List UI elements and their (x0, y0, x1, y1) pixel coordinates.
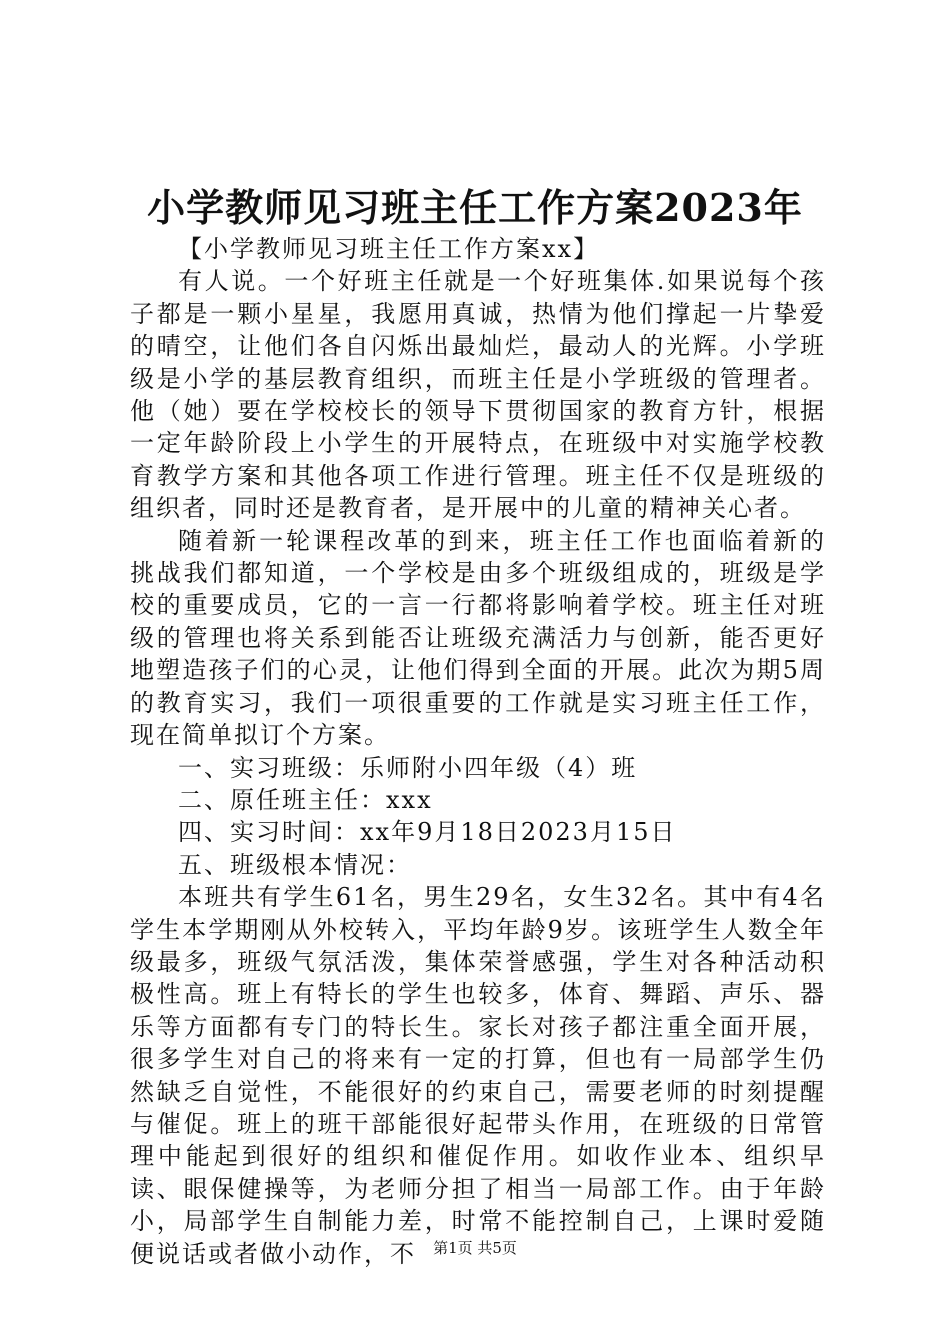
section-class: 一、实习班级：乐师附小四年级（4）班 (178, 753, 638, 782)
subtitle-paragraph: 【小学教师见习班主任工作方案xx】 (178, 235, 600, 263)
section-class-basics: 五、班级根本情况： (178, 850, 412, 879)
document-title: 小学教师见习班主任工作方案2023年 (147, 185, 803, 230)
section-original-teacher: 二、原任班主任：xxx (178, 785, 433, 814)
page-number: 第1页 共5页 (433, 1239, 517, 1257)
document-body (130, 233, 826, 1270)
background-paragraph: 随着新一轮课程改革的到来，班主任工作也面临着新的挑战我们都知道，一个学校是由多个班级组成的，班级是学校的重要成员，它的一言一行都将影响着学校。班主任对班级的管理也将关系到能否让班级充满活力与创新，能否更好地塑造孩子们的心灵，让他们得到全面的开展。此次为期5周的教育实习，我们一项很重要的工作就是实习班主任工作，现在简单拟订个方案。 (130, 526, 826, 750)
class-details-paragraph: 本班共有学生61名，男生29名，女生32名。其中有4名学生本学期刚从外校转入，平均年龄9岁。该班学生人数全年级最多，班级气氛活泼，集体荣誉感强，学生对各种活动积极性高。班上有特长的学生也较多，体育、舞蹈、声乐、器乐等方面都有专门的特长生。家长对孩子都注重全面开展，很多学生对自己的将来有一定的打算，但也有一局部学生仍然缺乏自觉性，不能很好的约束自己，需要老师的时刻提醒与催促。班上的班干部能很好起带头作用，在班级的日常管理中能起到很好的组织和催促作用。如收作业本、组织早读、眼保健操等，为老师分担了相当一局部工作。由于年龄小，局部学生自制能力差，时常不能控制自己，上课时爱随便说话或者做小动作，不 (130, 883, 826, 1268)
intro-paragraph: 有人说。一个好班主任就是一个好班集体.如果说每个孩子都是一颗小星星，我愿用真诚，热情为他们撑起一片挚爱的晴空，让他们各自闪烁出最灿烂，最动人的光辉。小学班级是小学的基层教育组织，而班主任是小学班级的管理者。他（她）要在学校校长的领导下贯彻国家的教育方针，根据一定年龄阶段上小学生的开展特点，在班级中对实施学校教育教学方案和其他各项工作进行管理。班主任不仅是班级的组织者，同时还是教育者，是开展中的儿童的精神关心者。 (130, 267, 826, 523)
section-internship-time: 四、实习时间：xx年9月18日2023月15日 (178, 818, 677, 847)
